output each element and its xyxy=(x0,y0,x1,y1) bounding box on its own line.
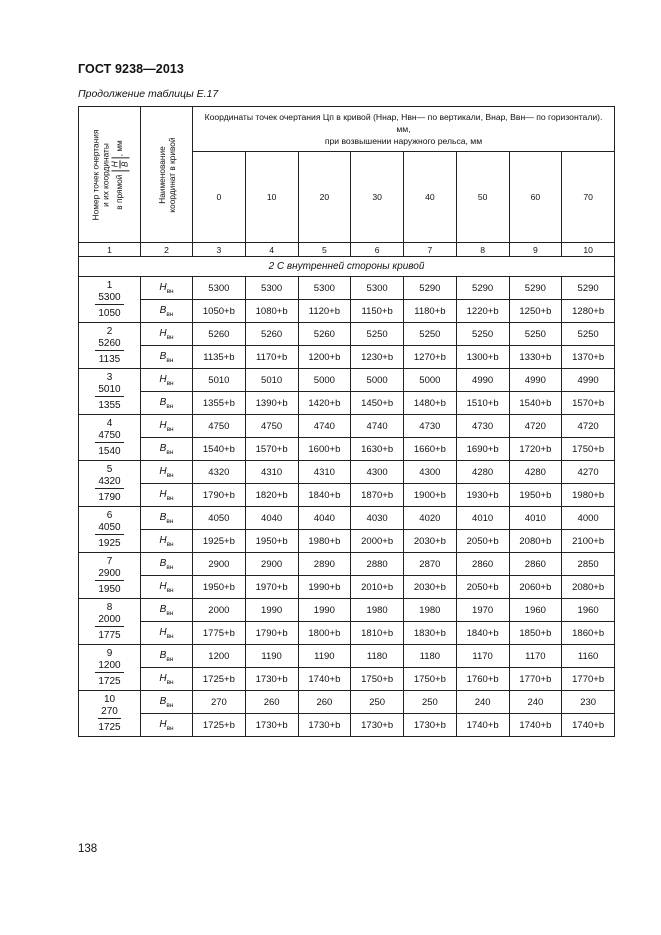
point-number: 1 xyxy=(106,279,113,291)
column-number: 4 xyxy=(245,243,298,257)
coordinate-name: $B_{вн}$ xyxy=(141,392,193,415)
table-cell: 1980+b xyxy=(562,484,615,507)
table-cell: 4040 xyxy=(298,507,351,530)
point-b-value: 1050 xyxy=(98,307,121,319)
table-cell: 2900 xyxy=(245,553,298,576)
table-cell: 240 xyxy=(509,691,562,714)
point-h-value: 270 xyxy=(98,706,121,719)
table-cell: 5250 xyxy=(456,323,509,346)
table-cell: 5250 xyxy=(404,323,457,346)
header-coordinate-name-line2: координат в кривой xyxy=(166,136,177,213)
coordinate-name: $H_{вн}$ xyxy=(141,530,193,553)
table-cell: 1990 xyxy=(298,599,351,622)
point-number: 6 xyxy=(106,509,113,521)
table-cell: 5300 xyxy=(351,277,404,300)
point-b-value: 1135 xyxy=(98,353,121,365)
point-straight-coordinates xyxy=(95,338,123,366)
table-cell: 4040 xyxy=(245,507,298,530)
coordinates-table xyxy=(78,106,615,737)
table-cell: 5260 xyxy=(193,323,246,346)
table-cell: 2030+b xyxy=(404,576,457,599)
table-cell: 4720 xyxy=(509,415,562,438)
table-cell: 1810+b xyxy=(351,622,404,645)
point-b-value: 1925 xyxy=(98,537,121,549)
table-cell: 1970 xyxy=(456,599,509,622)
table-cell: 4050 xyxy=(193,507,246,530)
table-cell: 1960 xyxy=(509,599,562,622)
table-row xyxy=(79,576,615,599)
table-cell: 1570+b xyxy=(562,392,615,415)
table-cell: 4310 xyxy=(298,461,351,484)
coordinate-name: $H_{вн}$ xyxy=(141,484,193,507)
point-straight-coordinates xyxy=(95,568,123,596)
table-cell: 1200 xyxy=(193,645,246,668)
table-cell: 5260 xyxy=(298,323,351,346)
table-cell: 5260 xyxy=(245,323,298,346)
coordinate-name: $H_{вн}$ xyxy=(141,415,193,438)
table-cell: 1960 xyxy=(562,599,615,622)
coordinate-name: $B_{вн}$ xyxy=(141,346,193,369)
point-number: 3 xyxy=(106,371,113,383)
table-cell: 1725+b xyxy=(193,714,246,737)
table-row xyxy=(79,714,615,737)
table-row xyxy=(79,415,615,438)
point-number: 9 xyxy=(106,647,113,659)
table-cell: 1775+b xyxy=(193,622,246,645)
table-cell: 1770+b xyxy=(509,668,562,691)
point-h-value: 2000 xyxy=(95,614,123,627)
table-cell: 1420+b xyxy=(298,392,351,415)
table-cell: 1830+b xyxy=(404,622,457,645)
table-cell: 1970+b xyxy=(245,576,298,599)
table-cell: 1840+b xyxy=(456,622,509,645)
table-cell: 1730+b xyxy=(351,714,404,737)
table-cell: 1690+b xyxy=(456,438,509,461)
point-cell xyxy=(79,599,141,645)
column-number: 10 xyxy=(562,243,615,257)
table-cell: 1925+b xyxy=(193,530,246,553)
coordinate-name: $H_{вн}$ xyxy=(141,277,193,300)
table-cell: 4990 xyxy=(509,369,562,392)
table-row xyxy=(79,622,615,645)
table-cell: 5250 xyxy=(562,323,615,346)
table-cell: 4720 xyxy=(562,415,615,438)
coordinate-name: $H_{вн}$ xyxy=(141,714,193,737)
point-h-value: 1200 xyxy=(95,660,123,673)
table-cell: 2100+b xyxy=(562,530,615,553)
table-cell: 270 xyxy=(193,691,246,714)
point-h-value: 5260 xyxy=(95,338,123,351)
table-cell: 250 xyxy=(351,691,404,714)
table-cell: 4730 xyxy=(456,415,509,438)
column-number: 5 xyxy=(298,243,351,257)
table-cell: 4020 xyxy=(404,507,457,530)
elevation-header: 10 xyxy=(245,152,298,243)
point-h-value: 4750 xyxy=(95,430,123,443)
table-cell: 2900 xyxy=(193,553,246,576)
coordinate-name: $H_{вн}$ xyxy=(141,668,193,691)
table-cell: 230 xyxy=(562,691,615,714)
column-number: 6 xyxy=(351,243,404,257)
elevation-header: 70 xyxy=(562,152,615,243)
table-cell: 1730+b xyxy=(245,668,298,691)
point-straight-coordinates xyxy=(95,614,123,642)
coordinate-name: $B_{вн}$ xyxy=(141,691,193,714)
table-cell: 1200+b xyxy=(298,346,351,369)
table-cell: 1080+b xyxy=(245,300,298,323)
table-cell: 260 xyxy=(298,691,351,714)
table-cell: 2060+b xyxy=(509,576,562,599)
column-number: 2 xyxy=(141,243,193,257)
table-cell: 1150+b xyxy=(351,300,404,323)
table-cell: 1660+b xyxy=(404,438,457,461)
table-cell: 1980 xyxy=(404,599,457,622)
table-cell: 5000 xyxy=(298,369,351,392)
table-cell: 1355+b xyxy=(193,392,246,415)
point-cell xyxy=(79,461,141,507)
coordinate-name: $H_{вн}$ xyxy=(141,576,193,599)
table-cell: 1840+b xyxy=(298,484,351,507)
table-cell: 4030 xyxy=(351,507,404,530)
table-cell: 5010 xyxy=(193,369,246,392)
header-point-number-line3: в прямой H B , мм xyxy=(109,139,129,210)
table-cell: 1730+b xyxy=(404,714,457,737)
table-cell: 4280 xyxy=(456,461,509,484)
elevation-header: 40 xyxy=(404,152,457,243)
table-cell: 1950+b xyxy=(193,576,246,599)
table-cell: 1170+b xyxy=(245,346,298,369)
table-cell: 2050+b xyxy=(456,530,509,553)
page-number: 138 xyxy=(78,843,98,855)
table-cell: 5000 xyxy=(351,369,404,392)
table-cell: 1450+b xyxy=(351,392,404,415)
table-cell: 4010 xyxy=(509,507,562,530)
table-cell: 5250 xyxy=(509,323,562,346)
table-cell: 5290 xyxy=(509,277,562,300)
elevation-header: 20 xyxy=(298,152,351,243)
point-b-value: 1725 xyxy=(98,675,121,687)
table-cell: 1570+b xyxy=(245,438,298,461)
table-cell: 1730+b xyxy=(245,714,298,737)
table-caption: Продолжение таблицы Е.17 xyxy=(78,88,219,100)
point-b-value: 1775 xyxy=(98,629,121,641)
table-cell: 1950+b xyxy=(245,530,298,553)
column-number: 1 xyxy=(79,243,141,257)
table-cell: 5300 xyxy=(193,277,246,300)
table-cell: 4000 xyxy=(562,507,615,530)
point-b-value: 1725 xyxy=(98,721,121,733)
point-cell xyxy=(79,507,141,553)
table-cell: 1740+b xyxy=(456,714,509,737)
point-cell xyxy=(79,369,141,415)
point-straight-coordinates xyxy=(95,660,123,688)
table-cell: 1740+b xyxy=(298,668,351,691)
table-cell: 1740+b xyxy=(509,714,562,737)
table-cell: 1750+b xyxy=(562,438,615,461)
column-number: 9 xyxy=(509,243,562,257)
table-cell: 1820+b xyxy=(245,484,298,507)
table-cell: 4300 xyxy=(404,461,457,484)
table-row xyxy=(79,323,615,346)
point-cell xyxy=(79,691,141,737)
table-cell: 1220+b xyxy=(456,300,509,323)
table-row xyxy=(79,484,615,507)
elevation-header: 0 xyxy=(193,152,246,243)
table-row xyxy=(79,599,615,622)
header-point-number-line1: Номер точек очертания xyxy=(90,129,100,220)
section-title: 2 С внутренней стороны кривой xyxy=(79,257,615,277)
table-cell: 1510+b xyxy=(456,392,509,415)
table-cell: 1270+b xyxy=(404,346,457,369)
table-cell: 2080+b xyxy=(509,530,562,553)
table-cell: 1180 xyxy=(351,645,404,668)
table-cell: 2860 xyxy=(456,553,509,576)
coordinate-name: $H_{вн}$ xyxy=(141,622,193,645)
table-row xyxy=(79,668,615,691)
table-row xyxy=(79,438,615,461)
table-cell: 4750 xyxy=(193,415,246,438)
table-cell: 4320 xyxy=(193,461,246,484)
table-cell: 1990 xyxy=(245,599,298,622)
document-title: ГОСТ 9238—2013 xyxy=(78,62,184,76)
table-cell: 1900+b xyxy=(404,484,457,507)
point-b-value: 1790 xyxy=(98,491,121,503)
table-cell: 1540+b xyxy=(193,438,246,461)
table-cell: 1230+b xyxy=(351,346,404,369)
table-cell: 4010 xyxy=(456,507,509,530)
table-cell: 4270 xyxy=(562,461,615,484)
coordinate-name: $B_{вн}$ xyxy=(141,300,193,323)
table-row xyxy=(79,392,615,415)
coordinate-name: $B_{вн}$ xyxy=(141,553,193,576)
header-point-number xyxy=(79,107,141,243)
header-coordinate-name xyxy=(141,107,193,243)
table-cell: 4990 xyxy=(562,369,615,392)
point-straight-coordinates xyxy=(95,522,123,550)
table-cell: 1930+b xyxy=(456,484,509,507)
table-cell: 1540+b xyxy=(509,392,562,415)
table-cell: 1050+b xyxy=(193,300,246,323)
coordinate-name: $B_{вн}$ xyxy=(141,438,193,461)
table-cell: 1280+b xyxy=(562,300,615,323)
point-cell xyxy=(79,553,141,599)
point-number: 8 xyxy=(106,601,113,613)
table-cell: 1630+b xyxy=(351,438,404,461)
table-cell: 4740 xyxy=(298,415,351,438)
table-cell: 2870 xyxy=(404,553,457,576)
elevation-header: 50 xyxy=(456,152,509,243)
table-cell: 1760+b xyxy=(456,668,509,691)
table-cell: 1980+b xyxy=(298,530,351,553)
table-cell: 1370+b xyxy=(562,346,615,369)
table-cell: 260 xyxy=(245,691,298,714)
table-cell: 4730 xyxy=(404,415,457,438)
coordinate-name: $H_{вн}$ xyxy=(141,369,193,392)
elevation-header: 60 xyxy=(509,152,562,243)
table-cell: 2880 xyxy=(351,553,404,576)
table-cell: 4740 xyxy=(351,415,404,438)
table-cell: 250 xyxy=(404,691,457,714)
point-number: 7 xyxy=(106,555,113,567)
header-coordinates xyxy=(193,107,615,152)
table-cell: 1770+b xyxy=(562,668,615,691)
table-row xyxy=(79,461,615,484)
header-coordinate-name-line1: Наименование xyxy=(156,145,167,204)
header-coordinates-line2: при возвышении наружного рельса, мм xyxy=(324,136,483,146)
coordinate-name: $B_{вн}$ xyxy=(141,599,193,622)
elevation-header: 30 xyxy=(351,152,404,243)
table-cell: 1330+b xyxy=(509,346,562,369)
point-straight-coordinates xyxy=(95,476,123,504)
point-cell xyxy=(79,277,141,323)
table-cell: 4280 xyxy=(509,461,562,484)
point-straight-coordinates xyxy=(98,706,121,734)
table-cell: 1135+b xyxy=(193,346,246,369)
table-cell: 1300+b xyxy=(456,346,509,369)
table-cell: 1190 xyxy=(245,645,298,668)
header-point-number-line2: и их координаты xyxy=(100,142,110,207)
table-row xyxy=(79,507,615,530)
table-cell: 5300 xyxy=(245,277,298,300)
table-cell: 1850+b xyxy=(509,622,562,645)
table-cell: 1160 xyxy=(562,645,615,668)
coordinate-name: $B_{вн}$ xyxy=(141,507,193,530)
table-cell: 1250+b xyxy=(509,300,562,323)
point-h-value: 4050 xyxy=(95,522,123,535)
point-number: 5 xyxy=(106,463,113,475)
table-cell: 2890 xyxy=(298,553,351,576)
table-cell: 5000 xyxy=(404,369,457,392)
table-cell: 5250 xyxy=(351,323,404,346)
point-cell xyxy=(79,645,141,691)
column-number: 8 xyxy=(456,243,509,257)
table-cell: 1750+b xyxy=(351,668,404,691)
table-cell: 2080+b xyxy=(562,576,615,599)
table-cell: 4300 xyxy=(351,461,404,484)
table-cell: 4310 xyxy=(245,461,298,484)
point-number: 2 xyxy=(106,325,113,337)
point-cell xyxy=(79,323,141,369)
point-h-value: 5010 xyxy=(95,384,123,397)
table-cell: 1190 xyxy=(298,645,351,668)
table-cell: 5010 xyxy=(245,369,298,392)
table-cell: 1750+b xyxy=(404,668,457,691)
coordinate-name: $B_{вн}$ xyxy=(141,645,193,668)
table-cell: 1740+b xyxy=(562,714,615,737)
table-cell: 1860+b xyxy=(562,622,615,645)
point-number: 4 xyxy=(106,417,113,429)
point-b-value: 1355 xyxy=(98,399,121,411)
table-row xyxy=(79,300,615,323)
table-cell: 2000+b xyxy=(351,530,404,553)
column-number: 7 xyxy=(404,243,457,257)
table-cell: 1170 xyxy=(456,645,509,668)
table-row xyxy=(79,277,615,300)
point-b-value: 1950 xyxy=(98,583,121,595)
point-straight-coordinates xyxy=(95,292,123,320)
table-cell: 4750 xyxy=(245,415,298,438)
table-cell: 2030+b xyxy=(404,530,457,553)
table-cell: 2000 xyxy=(193,599,246,622)
table-cell: 1800+b xyxy=(298,622,351,645)
table-cell: 1170 xyxy=(509,645,562,668)
table-row xyxy=(79,346,615,369)
table-cell: 1600+b xyxy=(298,438,351,461)
table-cell: 1390+b xyxy=(245,392,298,415)
table-cell: 2050+b xyxy=(456,576,509,599)
table-row xyxy=(79,645,615,668)
table-cell: 1870+b xyxy=(351,484,404,507)
table-cell: 5290 xyxy=(404,277,457,300)
point-number: 10 xyxy=(103,693,116,705)
table-cell: 2010+b xyxy=(351,576,404,599)
table-cell: 1180+b xyxy=(404,300,457,323)
table-cell: 4990 xyxy=(456,369,509,392)
table-cell: 240 xyxy=(456,691,509,714)
table-cell: 1480+b xyxy=(404,392,457,415)
table-cell: 1950+b xyxy=(509,484,562,507)
point-h-value: 2900 xyxy=(95,568,123,581)
table-cell: 2850 xyxy=(562,553,615,576)
table-row xyxy=(79,369,615,392)
table-cell: 5300 xyxy=(298,277,351,300)
point-h-value: 5300 xyxy=(95,292,123,305)
table-cell: 1790+b xyxy=(245,622,298,645)
table-cell: 1120+b xyxy=(298,300,351,323)
point-straight-coordinates xyxy=(95,384,123,412)
point-cell xyxy=(79,415,141,461)
table-row xyxy=(79,553,615,576)
header-coordinates-line1: Координаты точек очертания Цп в кривой (Hнар, Hвн— по вертикали, Внар, Ввн— по горизонтали). мм, xyxy=(204,112,603,134)
table-cell: 2860 xyxy=(509,553,562,576)
table-cell: 5290 xyxy=(456,277,509,300)
table-cell: 5290 xyxy=(562,277,615,300)
point-straight-coordinates xyxy=(95,430,123,458)
table-cell: 1980 xyxy=(351,599,404,622)
table-row xyxy=(79,530,615,553)
table-cell: 1990+b xyxy=(298,576,351,599)
table-cell: 1730+b xyxy=(298,714,351,737)
column-number: 3 xyxy=(193,243,246,257)
coordinate-name: $H_{вн}$ xyxy=(141,461,193,484)
table-row xyxy=(79,691,615,714)
table-cell: 1720+b xyxy=(509,438,562,461)
point-b-value: 1540 xyxy=(98,445,121,457)
table-cell: 1725+b xyxy=(193,668,246,691)
table-cell: 1790+b xyxy=(193,484,246,507)
table-cell: 1180 xyxy=(404,645,457,668)
point-h-value: 4320 xyxy=(95,476,123,489)
coordinate-name: $H_{вн}$ xyxy=(141,323,193,346)
